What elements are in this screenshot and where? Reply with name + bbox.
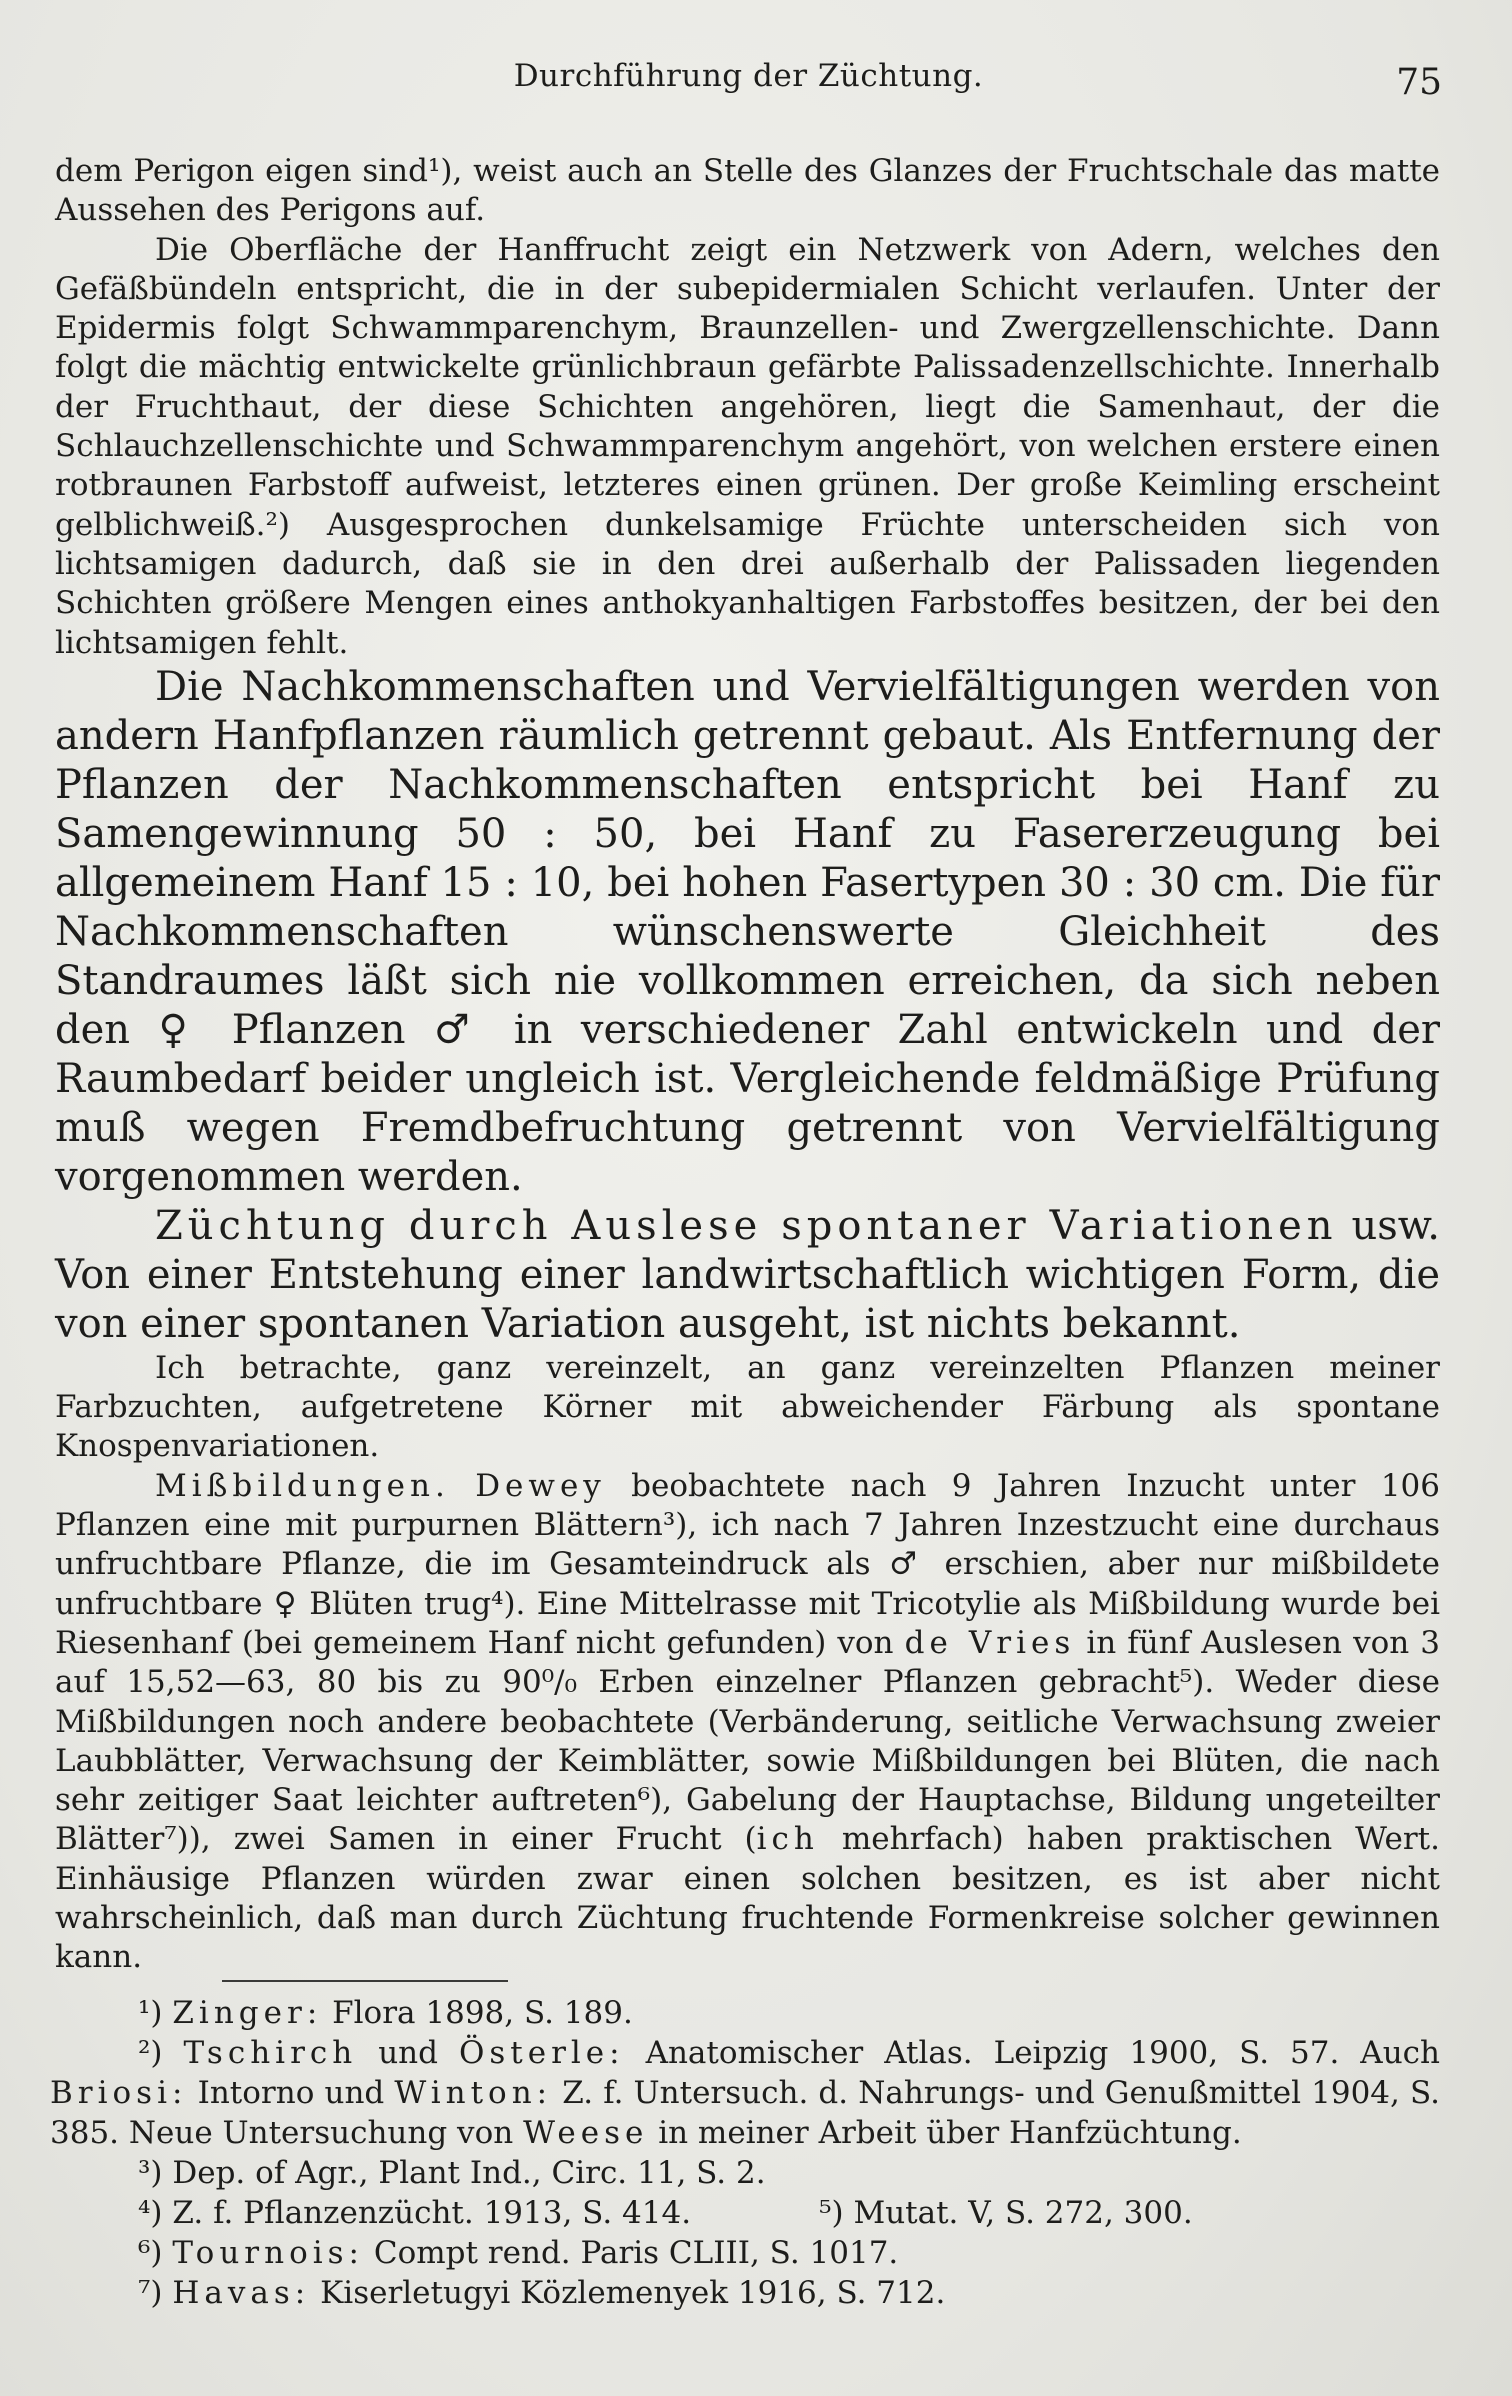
- running-title: Durchführung der Züchtung.: [513, 58, 984, 94]
- footnote-text: in meiner Arbeit über Hanfzüchtung.: [658, 2115, 1242, 2151]
- footnote-mark: ²): [138, 2035, 163, 2071]
- footnote-4-5: [50, 2193, 1440, 2233]
- paragraph-spontane-variationen: [55, 1202, 1440, 1349]
- footnote-7: [50, 2273, 1440, 2313]
- section-heading-missbildungen: Mißbildungen.: [155, 1467, 450, 1504]
- footnote-2: [50, 2033, 1440, 2153]
- main-text: [55, 152, 1440, 1978]
- footnote-author: Weese: [523, 2115, 649, 2151]
- footnote-mark: ³): [138, 2155, 163, 2191]
- footnote-text: Intorno und: [197, 2075, 385, 2111]
- footnotes: [50, 1993, 1440, 2313]
- footnote-5: [819, 2193, 1193, 2233]
- footnote-mark: ⁴): [138, 2195, 163, 2231]
- page-header: [55, 58, 1442, 108]
- missbildungen-text-b: in fünf Auslesen von 3 auf 15,52—63, 80 bis zu 90⁰/₀ Erben einzelner Pflanzen gebracht⁵). Weder diese Mißbildungen noch andere beobachtete (Verbänderung, seitliche Verwachsung zweier Laubblätter, Verwachsung der Keimblätter, sowie Mißbildungen bei Blüten, die nach sehr zeitiger Saat leichter auftreten⁶), Gabelung der Hauptachse, Bildung ungeteilter Blätter⁷)), zwei Samen in einer Frucht (: [55, 1624, 1441, 1858]
- paragraph-missbildungen: [55, 1467, 1440, 1978]
- footnote-author: Österle:: [458, 2035, 625, 2071]
- paragraph-nachkommenschaften: Die Nachkommenschaften und Vervielfältigungen werden von andern Hanfpflanzen räumlich getrennt gebaut. Als Entfernung der Pflanzen der Nachkommenschaften entspricht bei Hanf zu Samengewinnung 50 : 50, bei Hanf zu Fasererzeugung bei allgemeinem Hanf 15 : 10, bei hohen Fasertypen 30 : 30 cm. Die für Nachkommenschaften wünschenswerte Gleichheit des Standraumes läßt sich nie vollkommen erreichen, da sich neben den ♀ Pflanzen ♂ in verschiedener Zahl entwickeln und der Raumbedarf beider ungleich ist. Vergleichende feldmäßige Prüfung muß wegen Fremdbefruchtung getrennt von Vervielfältigung vorgenommen werden.: [55, 663, 1440, 1200]
- footnote-rule: [222, 1980, 508, 1982]
- footnote-author: Tournois:: [172, 2235, 365, 2271]
- footnote-4: [138, 2193, 692, 2233]
- missbildungen-text-c: mehrfach) haben praktischen Wert. Einhäusige Pflanzen würden zwar einen solchen besitzen, es ist aber nicht wahrscheinlich, daß man durch Züchtung fruchtende Formenkreise solcher gewinnen kann.: [55, 1821, 1440, 1976]
- footnote-text: und: [378, 2035, 438, 2071]
- section-heading-spontane-variationen: Züchtung durch Auslese spontaner Variationen: [155, 1202, 1338, 1249]
- footnote-mark: ⁵): [819, 2195, 844, 2231]
- footnote-mark: ⁶): [138, 2235, 163, 2271]
- author-ich: ich: [756, 1821, 819, 1858]
- footnote-text: Z. f. Untersuch. d. Nahrungs- und Genußmittel 1904, S. 385. Neue Untersuchung von: [50, 2075, 1440, 2151]
- paragraph-knospenvariationen: Ich betrachte, ganz vereinzelt, an ganz vereinzelten Pflanzen meiner Farbzuchten, aufgetretene Körner mit abweichender Färbung als spontane Knospenvariationen.: [55, 1349, 1440, 1465]
- footnote-author: Briosi:: [50, 2075, 188, 2111]
- footnote-author: Zinger:: [172, 1995, 323, 2031]
- footnote-mark: ⁷): [138, 2275, 163, 2311]
- footnote-text: Kiserletugyi Közlemenyek 1916, S. 712.: [320, 2275, 946, 2311]
- footnote-3: [50, 2153, 1440, 2193]
- footnote-6: [50, 2233, 1440, 2273]
- paragraph-hanffrucht-anatomy: Die Oberfläche der Hanffrucht zeigt ein Netzwerk von Adern, welches den Gefäßbündeln entspricht, die in der subepidermialen Schicht verlaufen. Unter der Epidermis folgt Schwammparenchym, Braunzellen- und Zwergzellenschichte. Dann folgt die mächtig entwickelte grünlichbraun gefärbte Palissadenzellschichte. Innerhalb der Fruchthaut, der diese Schichten angehören, liegt die Samenhaut, der die Schlauchzellenschichte und Schwammparenchym angehört, von welchen erstere einen rotbraunen Farbstoff aufweist, letzteres einen grünen. Der große Keimling erscheint gelblichweiß.²) Ausgesprochen dunkelsamige Früchte unterscheiden sich von lichtsamigen dadurch, daß sie in den drei außerhalb der Palissaden liegenden Schichten größere Mengen eines anthokyanhaltigen Farbstoffes besitzen, der bei den lichtsamigen fehlt.: [55, 231, 1440, 661]
- footnote-text: Mutat. V, S. 272, 300.: [853, 2195, 1193, 2231]
- author-dewey: Dewey: [475, 1467, 606, 1504]
- footnote-mark: ¹): [138, 1995, 163, 2031]
- author-de-vries: de Vries: [904, 1624, 1076, 1661]
- footnote-author: Havas:: [172, 2275, 311, 2311]
- footnote-text: Compt rend. Paris CLIII, S. 1017.: [373, 2235, 899, 2271]
- footnote-1: [50, 1993, 1440, 2033]
- missbildungen-text-a: beobachtete nach 9 Jahren Inzucht unter 106 Pflanzen eine mit purpurnen Blättern³), ich nach 7 Jahren Inzestzucht eine durchaus unfruchtbare Pflanze, die im Gesamteindruck als ♂ erschien, aber nur mißbildete unfruchtbare ♀ Blüten trug⁴). Eine Mittelrasse mit Tricotylie als Mißbildung wurde bei Riesenhanf (bei gemeinem Hanf nicht gefunden) von: [55, 1467, 1440, 1661]
- page-number: 75: [1396, 62, 1442, 103]
- footnote-text: Z. f. Pflanzenzücht. 1913, S. 414.: [172, 2195, 692, 2231]
- paragraph-spontane-variationen-text: usw. Von einer Entstehung einer landwirtschaftlich wichtigen Form, die von einer spontanen Variation ausgeht, ist nichts bekannt.: [55, 1202, 1440, 1347]
- footnote-text: Flora 1898, S. 189.: [332, 1995, 633, 2031]
- footnote-text: Anatomischer Atlas. Leipzig 1900, S. 57. Auch: [645, 2035, 1440, 2071]
- footnote-author: Tschirch: [183, 2035, 358, 2071]
- footnote-text: Dep. of Agr., Plant Ind., Circ. 11, S. 2.: [172, 2155, 766, 2191]
- footnote-author: Winton:: [394, 2075, 553, 2111]
- paragraph-perigon: dem Perigon eigen sind¹), weist auch an Stelle des Glanzes der Fruchtschale das matte Aussehen des Perigons auf.: [55, 153, 1440, 229]
